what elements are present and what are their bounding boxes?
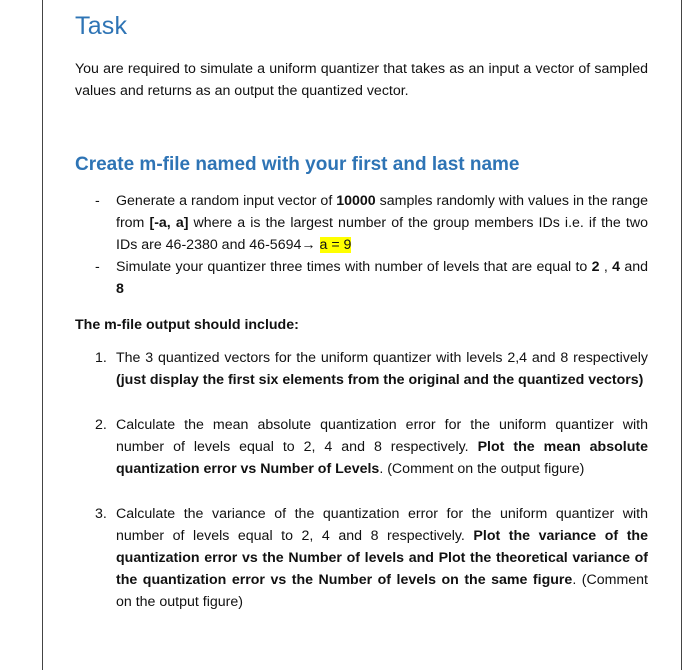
requirements-list [75,190,648,300]
output-heading: The m-file output should include: [75,317,299,333]
page-border-right [681,0,682,670]
list-item: 2. Calculate the mean absolute quantization error for the uniform quantizer with number of levels equal to 2, 4 and 8 respectively. Plot the mean absolute quantization error vs Number of Levels. (Comment on the output figure) [75,414,648,480]
item-number: 2. [95,417,107,433]
page-border-left [42,0,43,670]
highlighted-value: a = 9 [319,237,352,253]
item-number: 1. [95,350,107,366]
list-item: 3. Calculate the variance of the quantization error for the uniform quantizer with number of levels equal to 2, 4 and 8 respectively. Plot the variance of the quantization error vs the Number of levels and Plot the theoretical variance of the quantization error vs the Number of levels on the same figure. (Comment on the output figure) [75,503,648,613]
list-item: - Simulate your quantizer three times with number of levels that are equal to 2 , 4 and 8 [75,256,648,300]
output-list [75,347,648,613]
list-item: - Generate a random input vector of 10000 samples randomly with values in the range from [-a, a] where a is the largest number of the group members IDs i.e. if the two IDs are 46-2380 and 46-5694→ a = 9 [75,190,648,256]
list-item: 1. The 3 quantized vectors for the uniform quantizer with levels 2,4 and 8 respectively (just display the first six elements from the original and the quantized vectors) [75,347,648,391]
bullet-dash: - [95,193,100,209]
bullet-dash: - [95,259,100,275]
task-intro: You are required to simulate a uniform quantizer that takes as an input a vector of sampled values and returns as an output the quantized vector. [75,61,648,99]
item-number: 3. [95,506,107,522]
section-heading: Create m-file named with your first and last name [75,154,520,175]
task-title: Task [75,12,128,40]
